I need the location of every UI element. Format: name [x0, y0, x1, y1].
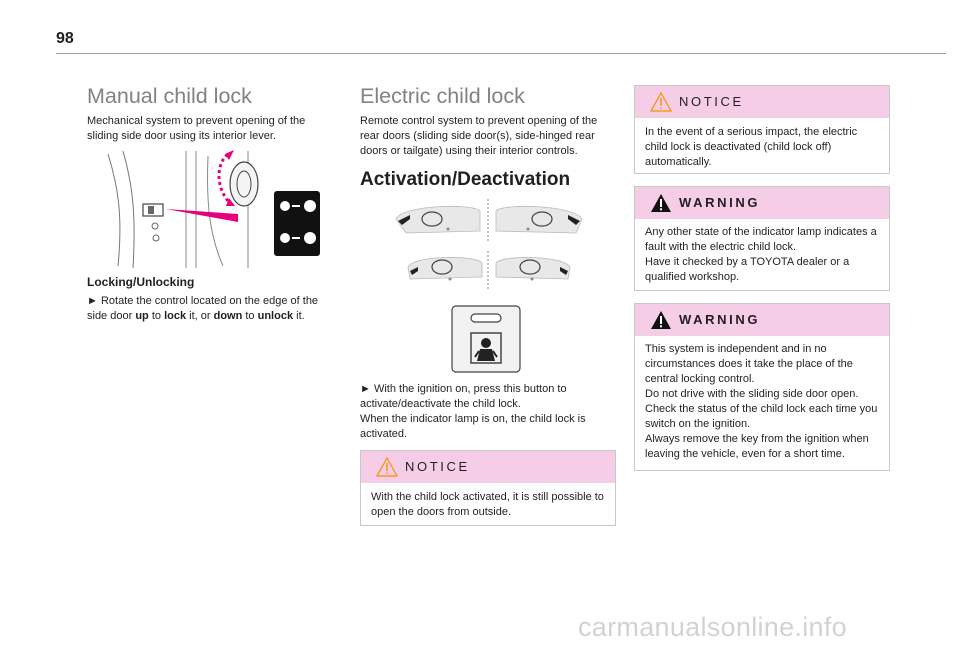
warning-system-line-1: This system is independent and in no circumstances does it take the place of the central locking control. — [645, 343, 853, 385]
manual-step-down: down — [213, 310, 243, 322]
notice-box-activation — [360, 450, 616, 526]
notice-header — [361, 451, 615, 483]
manual-step-text-3: it, or — [186, 310, 214, 322]
door-lever-illustration-graphic — [88, 146, 328, 272]
warning-box-indicator — [634, 186, 890, 291]
electric-step-line-1: With the ignition on, press this button to activate/deactivate the child lock. — [360, 383, 567, 410]
electric-step-line-2: When the indicator lamp is on, the child lock is activated. — [360, 413, 586, 440]
dashboard-variants-graphic — [392, 197, 588, 293]
notice-label: NOTICE — [679, 94, 744, 109]
manual-step-text-2: to — [148, 310, 165, 322]
warning-system-line-3: Check the status of the child lock each time you switch on the ignition. — [645, 403, 878, 430]
bullet-arrow: ► — [360, 383, 371, 395]
warning-header — [635, 187, 889, 219]
dashboard-variants-illustration — [392, 197, 588, 293]
watermark: carmanualsonline.info — [578, 612, 847, 642]
warning-label: WARNING — [679, 195, 761, 210]
page-number: 98 — [56, 30, 74, 47]
manual-step-up: up — [135, 310, 149, 322]
activation-deactivation-heading: Activation/Deactivation — [360, 169, 571, 190]
notice-box-impact — [634, 85, 890, 174]
child-lock-button-illustration — [451, 305, 521, 373]
warning-system-line-2: Do not drive with the sliding side door open. — [645, 388, 859, 400]
warning-label: WARNING — [679, 312, 761, 327]
notice-header — [635, 86, 889, 118]
manual-intro: Mechanical system to prevent opening of the sliding side door using its interior lever. — [87, 115, 306, 142]
warning-system-text — [645, 342, 881, 462]
electric-step — [360, 382, 616, 442]
warning-indicator-line-2: Have it checked by a TOYOTA dealer or a qualified workshop. — [645, 256, 850, 283]
door-lever-illustration — [88, 146, 328, 272]
warning-triangle-icon — [650, 310, 672, 330]
warning-indicator-line-1: Any other state of the indicator lamp indicates a fault with the electric child lock. — [645, 226, 877, 253]
notice-triangle-icon — [376, 457, 398, 477]
manual-child-lock-title: Manual child lock — [87, 84, 252, 108]
child-lock-button-graphic — [451, 305, 521, 373]
warning-system-line-4: Always remove the key from the ignition when leaving the vehicle, even for a short time. — [645, 433, 869, 460]
warning-header — [635, 304, 889, 336]
manual-step-text-1: Rotate the control located on the edge of the side door — [87, 295, 319, 322]
manual-step-text-5: it. — [293, 310, 305, 322]
notice-text: With the child lock activated, it is still possible to open the doors from outside. — [371, 491, 604, 518]
locking-unlocking-heading: Locking/Unlocking — [87, 275, 195, 289]
notice-triangle-icon — [650, 92, 672, 112]
manual-step-text-4: to — [242, 310, 258, 322]
electric-child-lock-title: Electric child lock — [360, 84, 525, 108]
notice-label: NOTICE — [405, 459, 470, 474]
warning-box-system — [634, 303, 890, 471]
manual-step-unlock: unlock — [257, 310, 294, 322]
notice-impact-text — [645, 125, 881, 170]
header-divider — [56, 53, 946, 54]
warning-triangle-icon — [650, 193, 672, 213]
warning-indicator-text — [645, 225, 881, 285]
electric-intro: Remote control system to prevent opening of the rear doors (sliding side door(s), side-hinged rear doors or tailgate) using their interior controls. — [360, 115, 598, 157]
manual-step-lock: lock — [164, 310, 187, 322]
notice-impact-line: In the event of a serious impact, the electric child lock is deactivated (child lock off) automatically. — [645, 126, 858, 168]
bullet-arrow: ► — [87, 295, 98, 307]
manual-step — [87, 294, 337, 324]
